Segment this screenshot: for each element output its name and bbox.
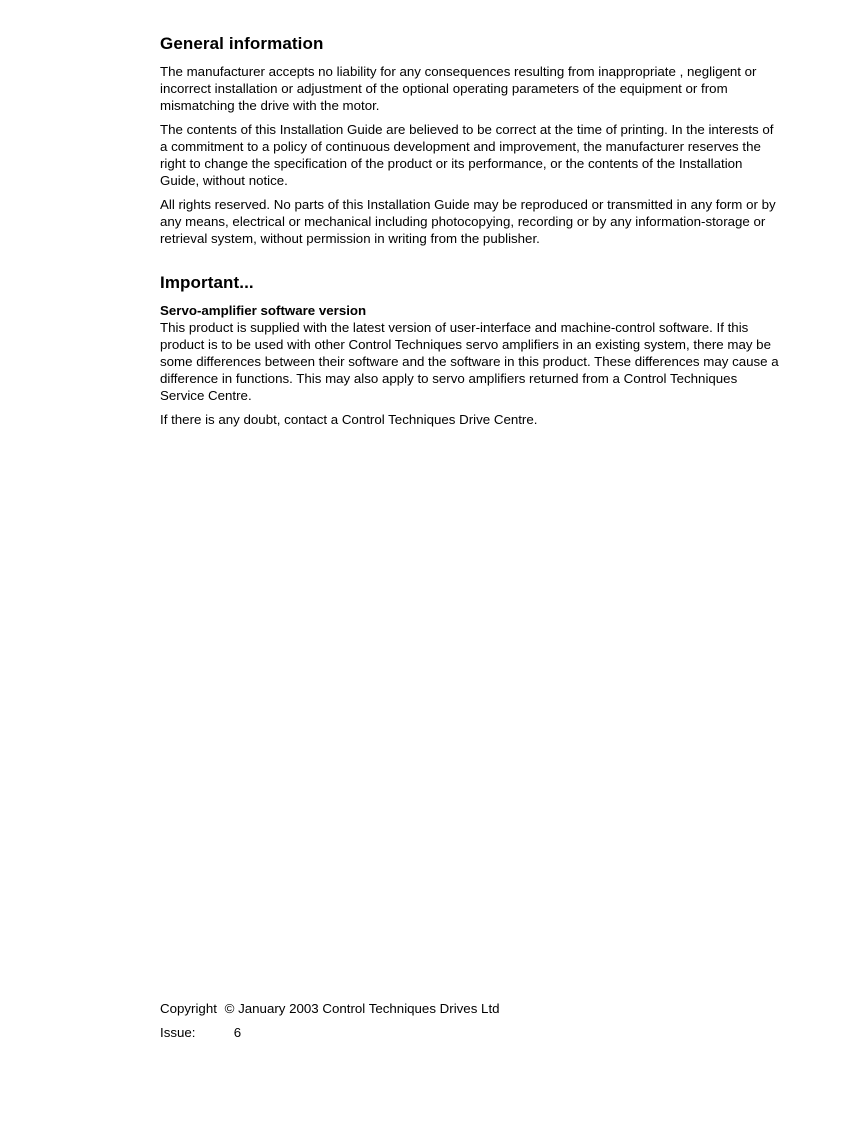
important-section [160, 272, 784, 428]
document-page [160, 33, 784, 435]
general-information-section [160, 33, 784, 247]
copyright-row [160, 1000, 500, 1017]
software-version-paragraph: This product is supplied with the latest version of user-interface and machine-control software. If this product is to be used with other Control Techniques servo amplifiers in an existing system, there may be some differences between their software and the software in this product. These differences may cause a difference in functions. This may also apply to servo amplifiers returned from a Control Techniques Service Centre. [160, 320, 779, 403]
issue-row [160, 1024, 500, 1041]
liability-paragraph: The manufacturer accepts no liability for any consequences resulting from inappropriate , negligent or incorrect installation or adjustment of the optional operating parameters of the equipment or from mismatching the drive with the motor. [160, 64, 757, 113]
issue-label: Issue: [160, 1025, 196, 1040]
copyright-label: Copyright [160, 1001, 217, 1016]
general-information-heading: General information [160, 34, 324, 53]
copyright-text: © January 2003 Control Techniques Drives Ltd [224, 1001, 500, 1016]
issue-value: 6 [233, 1025, 242, 1040]
contents-paragraph: The contents of this Installation Guide are believed to be correct at the time of printing. In the interests of a commitment to a policy of continuous development and improvement, the manufacturer reserves the right to change the specification of the product or its performance, or the contents of the Installation Guide, without notice. [160, 122, 774, 188]
software-version-subheading: Servo-amplifier software version [160, 303, 367, 318]
rights-paragraph: All rights reserved. No parts of this Installation Guide may be reproduced or transmitted in any form or by any means, electrical or mechanical including photocopying, recording or by any information-storage or retrieval system, without permission in writing from the publisher. [160, 197, 776, 246]
doubt-paragraph: If there is any doubt, contact a Control Techniques Drive Centre. [160, 412, 538, 427]
important-heading: Important... [160, 273, 254, 292]
document-footer [160, 1000, 500, 1048]
